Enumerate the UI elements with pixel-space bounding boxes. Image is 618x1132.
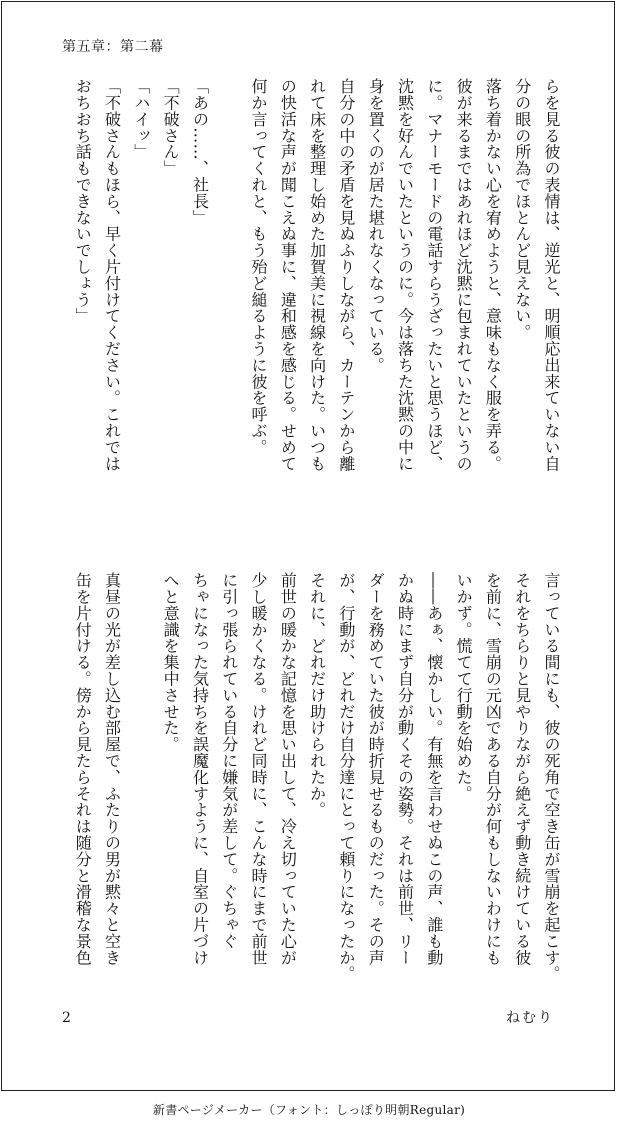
- text-line: 何か言ってくれと、もう殆ど縋るように彼を呼ぶ。: [249, 78, 269, 456]
- chapter-header: 第五章：第二幕: [62, 39, 164, 55]
- text-line: それに、どれだけ助けられたか。: [307, 572, 327, 818]
- text-line: 身を置くのが居た堪れなくなっている。: [366, 78, 386, 374]
- text-line: それをちらりと見やりながら絶えず動き続けている彼: [512, 572, 532, 966]
- dialogue-line: 「不破さん」: [161, 78, 181, 177]
- blank-line: [127, 572, 156, 1020]
- text-line: 真昼の光が差し込む部屋で、ふたりの男が黙々と空き: [102, 572, 122, 966]
- text-line: に。マナーモードの電話すらうざったいと思うほど、: [424, 78, 444, 472]
- dialogue-line: 「不破さんもほら、早く片付けてください。これでは: [102, 78, 122, 472]
- text-line: 沈黙を好んでいたというのに。今は落ちた沈黙の中に: [395, 78, 415, 472]
- text-line: いかず。慌てて行動を始めた。: [454, 572, 474, 802]
- text-line: 少し暖かくなる。けれど同時に、こんな時にまで前世: [249, 572, 269, 966]
- generator-credit: 新書ページメーカー（フォント：しっぽり明朝Regular): [152, 1103, 466, 1117]
- dialogue-line: 「あの……、社長」: [190, 78, 210, 226]
- text-line: へと意識を集中させた。: [161, 572, 181, 753]
- author-name: ねむり: [506, 1010, 554, 1026]
- book-page: [1, 1, 615, 1091]
- text-line: らを見る彼の表情は、逆光と、明順応出来ていない自: [542, 78, 561, 472]
- text-line: を前に、雪崩の元凶である自分が何もしないわけにも: [483, 572, 503, 966]
- text-line: ちゃになった気持ちを誤魔化すように、自室の片づけ: [190, 572, 210, 966]
- text-line: れて床を整理し始めた加賀美に視線を向けた。いつも: [307, 78, 327, 472]
- lower-text-block: [56, 572, 566, 1020]
- dialogue-line: 「ハイッ」: [131, 78, 151, 160]
- text-line: に引っ張られている自分に嫌気が差して。ぐちゃぐ: [219, 572, 239, 950]
- text-line: 前世の暖かな記憶を思い出して、冷え切っていた心が: [278, 572, 298, 966]
- text-line: 缶を片付ける。傍から見たらそれは随分と滑稽な景色: [73, 572, 93, 966]
- text-line: 落ち着かない心を宥めようと、意味もなく服を弄る。: [483, 78, 503, 472]
- text-line: 言っている間にも、彼の死角で空き缶が雪崩を起こす。: [542, 572, 561, 982]
- text-line: が、行動が、どれだけ自分達にとって頼りになったか。: [336, 572, 356, 982]
- text-line: かぬ時にまず自分が動くその姿勢。それは前世、リー: [395, 572, 415, 966]
- text-line: の快活な声が聞こえぬ事に、違和感を感じる。せめて: [278, 78, 298, 472]
- text-line: ――あぁ、懐かしい。有無を言わせぬこの声、誰も動: [424, 572, 444, 966]
- text-line: 彼が来るまではあれほど沈黙に包まれていたというの: [454, 78, 474, 472]
- dialogue-line: おちおち話もできないでしょう」: [73, 78, 93, 324]
- page-number: 2: [62, 1010, 71, 1026]
- text-line: ダーを務めていた彼が時折見せるものだった。その声: [366, 572, 386, 966]
- upper-text-block: [56, 78, 566, 526]
- blank-line: [214, 78, 243, 526]
- text-line: 分の眼の所為でほとんど見えない。: [512, 78, 532, 341]
- text-line: 自分の中の矛盾を見ぬふりしながら、カーテンから離: [336, 78, 356, 472]
